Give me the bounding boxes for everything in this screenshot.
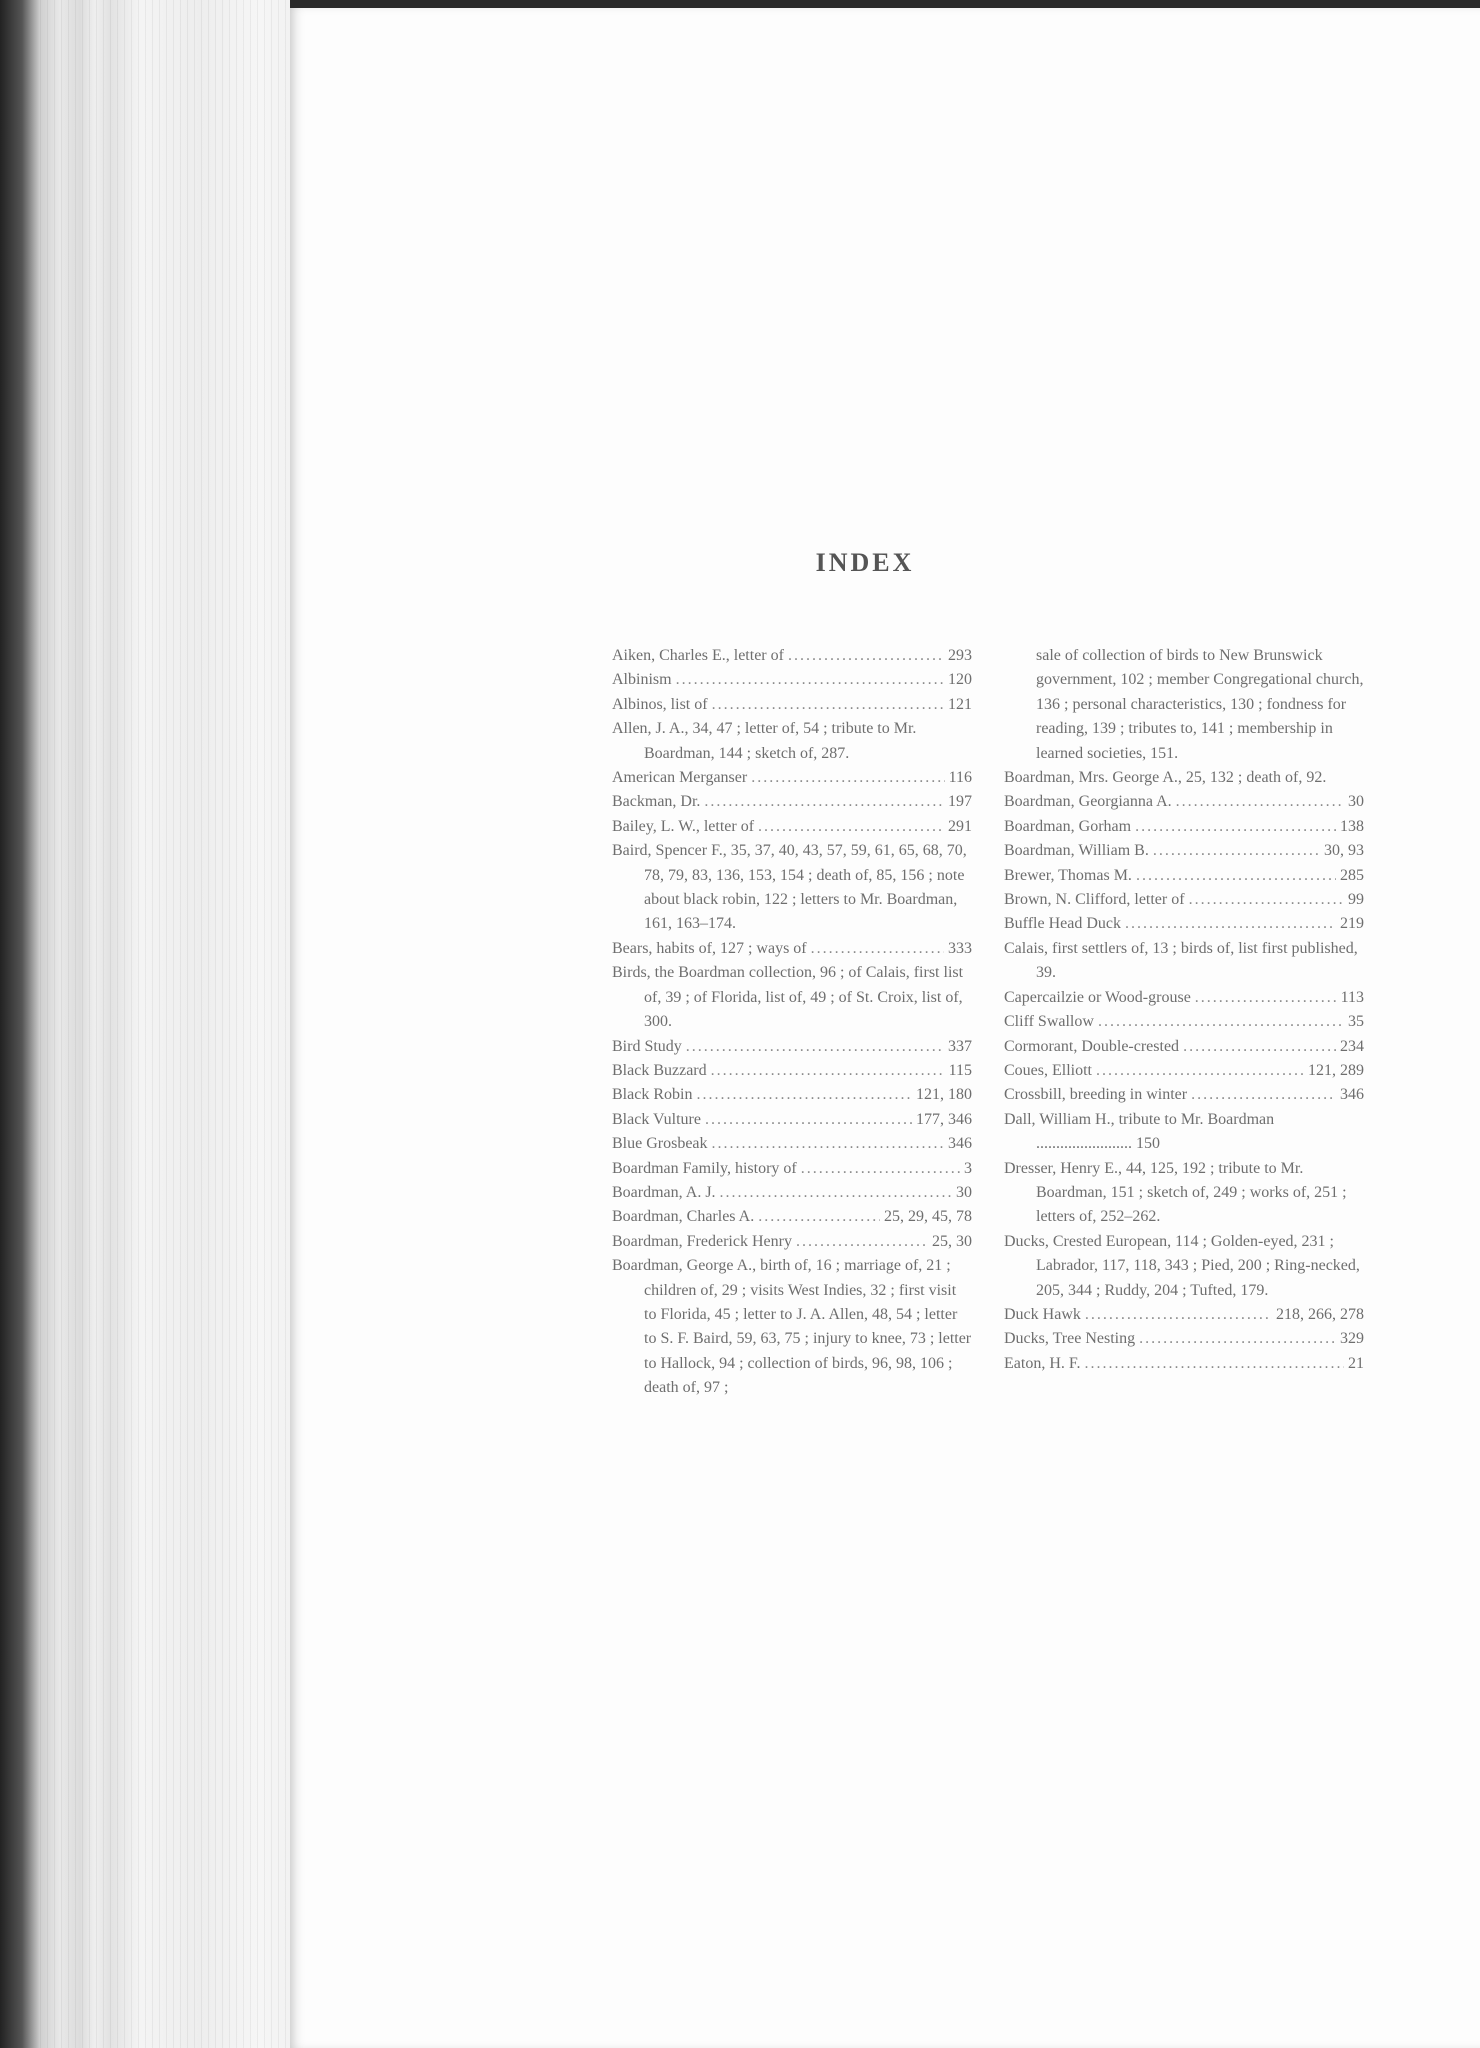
index-entry: Ducks, Crested European, 114 ; Golden-eyed, 231 ; Labrador, 117, 118, 343 ; Pied, 200 ; Ring-necked, 205, 344 ; Ruddy, 204 ; Tufted, 179. — [1004, 1232, 1360, 1299]
leader-dots — [720, 1181, 952, 1205]
index-entry — [612, 1132, 972, 1156]
leader-dots — [1189, 888, 1344, 912]
entry-pages: 218, 266, 278 — [1276, 1305, 1364, 1323]
entry-pages: 113 — [1340, 988, 1364, 1006]
entry-name: Ducks, Tree Nesting — [1004, 1330, 1136, 1348]
index-entry-continuation: sale of collection of birds to New Brunswick government, 102 ; member Congregational church, 136 ; personal characteristics, 130 ; fondness for reading, 139 ; tributes to, 141 ; membership in learned societies, 151. — [1036, 647, 1364, 762]
index-entry — [1004, 1035, 1364, 1059]
index-entry — [1004, 790, 1364, 814]
leader-dots — [696, 1083, 912, 1107]
entry-name: Capercailzie or Wood-grouse — [1004, 988, 1191, 1006]
leader-dots — [676, 668, 944, 692]
entry-name: Boardman, William B. — [1004, 842, 1149, 860]
entry-name: Bears, habits of, 127 ; ways of — [612, 939, 807, 957]
entry-name: Albinism — [612, 671, 672, 689]
index-entry — [612, 644, 972, 668]
index-entry: Calais, first settlers of, 13 ; birds of, list first published, 39. — [1004, 939, 1358, 982]
entry-pages: 285 — [1340, 866, 1364, 884]
leader-dots — [686, 1035, 944, 1059]
entry-name: Coues, Elliott — [1004, 1061, 1092, 1079]
index-entry — [612, 1108, 972, 1132]
entry-name: Boardman, Georgianna A. — [1004, 793, 1172, 811]
entry-name: Duck Hawk — [1004, 1305, 1081, 1323]
leader-dots — [1183, 1035, 1336, 1059]
entry-pages: 293 — [948, 647, 972, 664]
entry-pages: 121 — [948, 695, 972, 713]
index-entry — [612, 937, 972, 961]
entry-pages: 337 — [948, 1037, 972, 1055]
entry-name: American Merganser — [612, 769, 748, 787]
entry-name: Blue Grosbeak — [612, 1135, 708, 1153]
entry-pages: 30, 93 — [1324, 842, 1364, 860]
entry-pages: 329 — [1340, 1330, 1364, 1348]
entry-name: Eaton, H. F. — [1004, 1354, 1081, 1372]
index-entry — [1004, 1059, 1364, 1083]
leader-dots — [788, 644, 944, 668]
index-entry — [612, 790, 972, 814]
entry-pages: 30 — [1348, 793, 1364, 811]
index-entry: Boardman, Mrs. George A., 25, 132 ; death of, 92. — [1004, 769, 1327, 787]
index-entry — [612, 1230, 972, 1254]
entry-name: Cliff Swallow — [1004, 1013, 1094, 1031]
entry-pages: 115 — [948, 1061, 972, 1079]
index-entry — [612, 1059, 972, 1083]
index-entry: Allen, J. A., 34, 47 ; letter of, 54 ; tribute to Mr. Boardman, 144 ; sketch of, 287. — [612, 720, 917, 762]
entry-name: Crossbill, breeding in winter — [1004, 1086, 1188, 1104]
entry-pages: 346 — [1340, 1086, 1364, 1104]
index-entry: Birds, the Boardman collection, 96 ; of Calais, first list of, 39 ; of Florida, list of, 49 ; of St. Croix, list of, 300. — [612, 964, 964, 1031]
entry-name: Bird Study — [612, 1037, 682, 1055]
entry-name: Buffle Head Duck — [1004, 915, 1121, 933]
index-entry — [612, 815, 972, 839]
book-page — [290, 8, 1480, 2048]
index-entry: Dall, William H., tribute to Mr. Boardman ........................ 150 — [1004, 1110, 1275, 1153]
index-entry — [1004, 1083, 1364, 1107]
leader-dots — [712, 693, 944, 717]
leader-dots — [1139, 1327, 1336, 1351]
entry-name: Backman, Dr. — [612, 793, 701, 811]
entry-pages: 121, 289 — [1308, 1061, 1364, 1079]
entry-pages: 291 — [948, 817, 972, 835]
index-column-left — [612, 644, 972, 1401]
entry-pages: 35 — [1348, 1013, 1364, 1031]
entry-pages: 30 — [956, 1183, 972, 1201]
index-entry — [612, 766, 972, 790]
index-entry — [612, 1181, 972, 1205]
entry-name: Boardman Family, history of — [612, 1159, 797, 1177]
entry-name: Brewer, Thomas M. — [1004, 866, 1132, 884]
entry-name: Bailey, L. W., letter of — [612, 817, 755, 835]
entry-pages: 3 — [964, 1159, 972, 1177]
leader-dots — [1176, 790, 1344, 814]
leader-dots — [1125, 912, 1336, 936]
leader-dots — [801, 1157, 960, 1181]
leader-dots — [1135, 815, 1336, 839]
entry-pages: 116 — [948, 769, 972, 787]
leader-dots — [1191, 1083, 1336, 1107]
book-page-edges — [0, 0, 290, 2048]
index-entry — [612, 1035, 972, 1059]
entry-name: Boardman, A. J. — [612, 1183, 716, 1201]
entry-name: Boardman, Frederick Henry — [612, 1232, 792, 1250]
entry-pages: 234 — [1340, 1037, 1364, 1055]
entry-pages: 25, 30 — [932, 1232, 972, 1250]
leader-dots — [811, 937, 944, 961]
leader-dots — [1085, 1303, 1272, 1327]
index-entry — [1004, 888, 1364, 912]
leader-dots — [751, 766, 944, 790]
leader-dots — [1085, 1352, 1345, 1376]
index-entry — [1004, 1327, 1364, 1351]
entry-name: Albinos, list of — [612, 695, 708, 713]
leader-dots — [1098, 1010, 1344, 1034]
index-entry — [612, 1205, 972, 1229]
index-entry — [1004, 1010, 1364, 1034]
index-entry — [1004, 912, 1364, 936]
entry-pages: 121, 180 — [916, 1086, 972, 1104]
entry-name: Black Vulture — [612, 1110, 701, 1128]
entry-pages: 219 — [1340, 915, 1364, 933]
index-entry — [612, 693, 972, 717]
entry-pages: 25, 29, 45, 78 — [884, 1208, 972, 1226]
entry-name: Boardman, Gorham — [1004, 817, 1132, 835]
entry-name: Cormorant, Double-crested — [1004, 1037, 1180, 1055]
entry-name: Brown, N. Clifford, letter of — [1004, 891, 1185, 909]
leader-dots — [712, 1132, 944, 1156]
index-entry — [612, 1157, 972, 1181]
entry-pages: 333 — [948, 939, 972, 957]
index-entry: Boardman, George A., birth of, 16 ; marriage of, 21 ; children of, 29 ; visits West Indies, 32 ; first visit to Florida, 45 ; letter to J. A. Allen, 48, 54 ; letter to S. F. Baird, 59, 63, 75 ; injury to knee, 73 ; letter to Hallock, 94 ; collection of birds, 96, 98, 106 ; death of, 97 ; — [612, 1257, 972, 1397]
entry-pages: 99 — [1348, 891, 1364, 909]
entry-name: Aiken, Charles E., letter of — [612, 647, 784, 664]
entry-pages: 346 — [948, 1135, 972, 1153]
leader-dots — [1096, 1059, 1304, 1083]
index-entry — [1004, 864, 1364, 888]
index-entry — [1004, 839, 1364, 863]
leader-dots — [1136, 864, 1336, 888]
leader-dots — [758, 815, 944, 839]
leader-dots — [758, 1205, 880, 1229]
index-entry — [612, 668, 972, 692]
entry-pages: 177, 346 — [916, 1110, 972, 1128]
leader-dots — [1195, 986, 1337, 1010]
index-entry — [1004, 815, 1364, 839]
leader-dots — [704, 790, 944, 814]
index-entry — [1004, 1352, 1364, 1376]
entry-name: Black Robin — [612, 1086, 693, 1104]
entry-name: Black Buzzard — [612, 1061, 707, 1079]
leader-dots — [711, 1059, 945, 1083]
leader-dots — [796, 1230, 928, 1254]
index-entry — [1004, 1303, 1364, 1327]
leader-dots — [705, 1108, 912, 1132]
entry-pages: 21 — [1348, 1354, 1364, 1372]
index-column-right — [1004, 644, 1364, 1376]
index-entry — [1004, 986, 1364, 1010]
entry-pages: 138 — [1340, 817, 1364, 835]
page-title: INDEX — [815, 548, 915, 577]
entry-pages: 197 — [948, 793, 972, 811]
index-entry — [612, 1083, 972, 1107]
index-entry: Dresser, Henry E., 44, 125, 192 ; tribute to Mr. Boardman, 151 ; sketch of, 249 ; works of, 251 ; letters of, 252–262. — [1004, 1159, 1347, 1226]
leader-dots — [1153, 839, 1320, 863]
index-entry: Baird, Spencer F., 35, 37, 40, 43, 57, 59, 61, 65, 68, 70, 78, 79, 83, 136, 153, 154 ; death of, 85, 156 ; note about black robin, 122 ; letters to Mr. Boardman, 161, 163–174. — [612, 842, 967, 933]
entry-name: Boardman, Charles A. — [612, 1208, 755, 1226]
entry-pages: 120 — [948, 671, 972, 689]
